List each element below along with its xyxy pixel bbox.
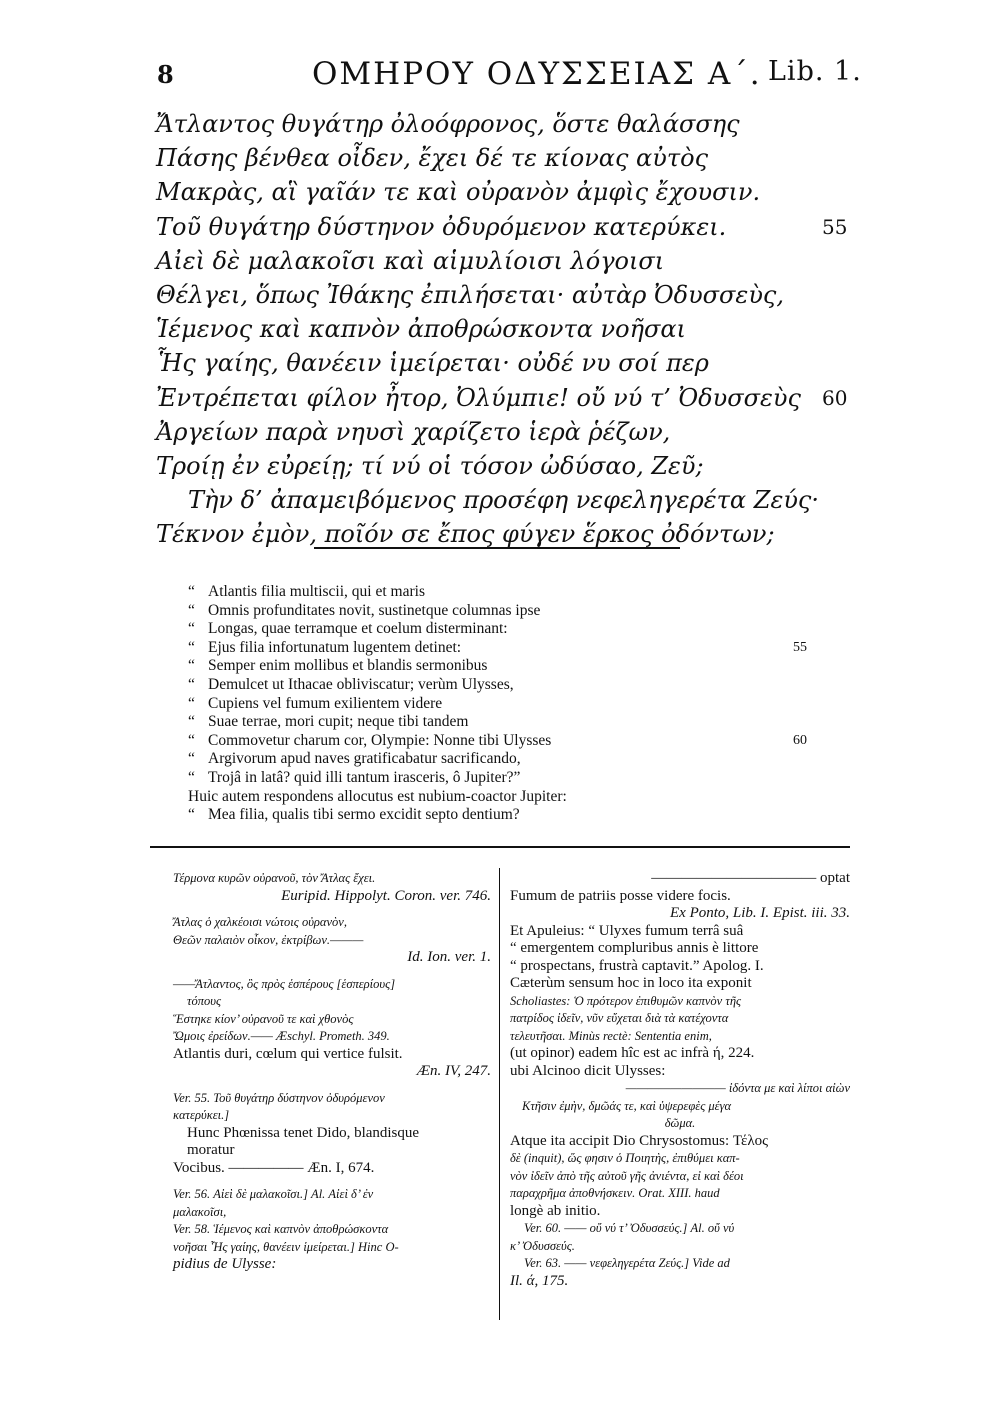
greek-line: Μακρὰς, αἳ γαῖάν τε καὶ οὐρανὸν ἀμφὶς ἔχουσιν. (156, 178, 761, 207)
note-text: Et Apuleius: “ Ulyxes fumum terrâ suâ (510, 922, 744, 939)
latin-line: “ Mea filia, qualis tibi sermo excidit septo dentium? (188, 806, 520, 824)
note-citation: Euripid. Hippolyt. Coron. ver. 746. (281, 887, 491, 904)
latin-line: “ Atlantis filia multiscii, qui et maris (188, 583, 425, 600)
line-number: 60 (793, 732, 807, 748)
greek-line: Ἀργείων παρὰ νηυσὶ χαρίζετο ἱερὰ ῥέζων, (156, 417, 671, 446)
running-title: ΟΜΗΡΟΥ ΟΔΥΣΣΕΙΑΣ Α΄. (312, 56, 762, 92)
latin-line: Huic autem respondens allocutus est nubium-coactor Jupiter: (188, 787, 567, 805)
greek-line: Ἐντρέπεται φίλον ἦτορ, Ὀλύμπιε! οὔ νύ τ’ Ὀδυσσεὺς 60 (156, 381, 856, 415)
note-greek: ————————— ἰδόντα με καὶ λίποι αἰὼν (625, 1081, 850, 1095)
note-greek: Ἕστηκε κίον’ οὐρανοῦ τε καὶ χθονὸς (173, 1011, 354, 1026)
note-greek: ——Ἄτλαντος, ὃς πρὸς ἑσπέρους [ἑσπερίους] (173, 976, 396, 991)
note-text: Cæterùm sensum hoc in loco ita exponit (510, 975, 752, 991)
latin-line: “ Demulcet ut Ithacae obliviscatur; verùm Ulysses, (188, 675, 514, 693)
note-citation: Ex Ponto, Lib. I. Epist. iii. 33. (670, 905, 850, 921)
note-text: Atque ita accipit Dio Chrysostomus: Τέλος (510, 1132, 769, 1149)
note-greek: Ἄτλας ὁ χαλκέοισι νώτοις οὐρανὸν, (173, 915, 347, 929)
note-greek: μαλακοῖσι, (173, 1204, 227, 1219)
latin-line: “ Longas, quae terramque et coelum disterminant: (188, 620, 508, 638)
book-label: Lib. 1. (768, 56, 862, 87)
note-citation: Id. Ion. ver. 1. (407, 949, 491, 965)
note-greek: Ver. 58. Ἱέμενος καὶ καπνὸν ἀποθρώσκοντα (173, 1222, 389, 1236)
latin-line: “ Trojâ in latâ? quid illi tantum irasceris, ô Jupiter?” (188, 768, 521, 786)
note-text: Atlantis duri, cœlum qui vertice fulsit. (173, 1045, 403, 1062)
note-text: (ut opinor) eadem hîc est ac infrà ή, 224. (510, 1045, 755, 1061)
note-greek: νὸν ἰδεῖν ἀπὸ τῆς αὐτοῦ γῆς ἀνιέντα, εἰ καὶ δέοι (510, 1168, 744, 1183)
note-greek: Θεῶν παλαιὸν οἶκον, ἐκτρίβων.——— (173, 932, 364, 947)
latin-translation-block (188, 583, 828, 825)
notes-divider (150, 846, 850, 848)
note-greek: Κτῆσιν ἐμὴν, δμῶάς τε, καὶ ὑψερεφὲς μέγα (522, 1098, 732, 1113)
latin-line: “ Suae terrae, mori cupit; neque tibi tandem (188, 713, 469, 731)
note-greek: νοῆσαι Ἧς γαίης, θανέειν ἱμείρεται.] Hinc O- (173, 1239, 399, 1254)
notes-right-column (510, 870, 850, 1290)
latin-line: “ Argivorum apud naves gratificabatur sacrificando, (188, 750, 521, 768)
note-text: ——————————— optat (651, 870, 850, 886)
note-greek: παραχρῆμα ἀποθνήσκειν. Orat. XIII. haud (510, 1186, 720, 1200)
note-greek: Ver. 60. —— οὔ νύ τ’ Ὀδυσσεύς.] Al. οὔ νύ (524, 1221, 735, 1235)
latin-line: “ Omnis profunditates novit, sustinetque columnas ipse (188, 601, 541, 619)
note-citation: Æn. IV, 247. (416, 1063, 491, 1079)
greek-line: Τοῦ θυγάτηρ δύστηνον ὀδυρόμενον κατερύκει. 55 (156, 210, 856, 244)
note-text: moratur (187, 1142, 235, 1158)
note-text: “ emergentem compluribus annis è littore (510, 940, 759, 956)
greek-line: Ἱέμενος καὶ καπνὸν ἀποθρώσκοντα νοῆσαι (156, 315, 686, 344)
greek-line: Ἧς γαίης, θανέειν ἱμείρεται· οὐδέ νυ σοί περ (156, 349, 709, 378)
note-greek: Ver. 63. —— νεφεληγερέτα Ζεύς.] Vide ad (524, 1256, 730, 1270)
page-number: 8 (157, 60, 174, 89)
greek-line: Τέκνον ἐμὸν, ποῖόν σε ἔπος φύγεν ἕρκος ὀδόντων; (156, 520, 775, 549)
section-divider (314, 547, 680, 549)
note-greek: δὲ (inquit), ὥς φησιν ὁ Ποιητὴς, ἐπιθύμει καπ- (510, 1151, 740, 1165)
note-text: pidius de Ulysse: (173, 1256, 277, 1272)
note-text: longè ab initio. (510, 1202, 601, 1219)
line-number: 55 (822, 214, 848, 239)
greek-line: Πάσης βένθεα οἶδεν, ἔχει δέ τε κίονας αὐτὸς (156, 144, 709, 173)
note-greek: Τέρμονα κυρῶν οὐρανοῦ, τὸν Ἄτλας ἔχει. (173, 871, 376, 885)
note-text: Hunc Phœnissa tenet Dido, blandisque (187, 1124, 420, 1141)
note-greek: Ὤμοις ἐρείδων.—— Æschyl. Prometh. 349. (173, 1029, 390, 1043)
note-greek: κατερύκει.] (173, 1108, 230, 1122)
note-greek: κ’ Ὀδυσσεύς. (510, 1238, 575, 1253)
greek-verse-block (156, 107, 856, 551)
latin-line: “ Ejus filia infortunatum lugentem detinet: 55 (188, 638, 807, 656)
note-citation: Il. ά, 175. (510, 1272, 569, 1289)
greek-line: Θέλγει, ὅπως Ἰθάκης ἐπιλήσεται· αὐτὰρ Ὀδυσσεὺς, (156, 280, 784, 309)
column-divider (499, 868, 500, 1320)
notes-left-column (173, 870, 491, 1274)
greek-line: Τὴν δ’ ἀπαμειβόμενος προσέφη νεφεληγερέτα Ζεύς· (188, 486, 819, 515)
greek-line: Αἰεὶ δὲ μαλακοῖσι καὶ αἱμυλίοισι λόγοισι (156, 246, 665, 275)
note-greek: Scholiastes: Ὁ πρότερον ἐπιθυμῶν καπνὸν τῆς (510, 993, 742, 1008)
line-number: 60 (822, 385, 848, 410)
note-greek: τελευτῆσαι. Minùs rectè: Sententia enim, (510, 1028, 712, 1043)
line-number: 55 (793, 639, 807, 655)
note-greek: δῶμα. (664, 1116, 696, 1130)
note-text: “ prospectans, frustrà captavit.” Apolog. I. (510, 957, 764, 974)
note-text: ubi Alcinoo dicit Ulysses: (510, 1062, 666, 1079)
note-greek: πατρίδος ἰδεῖν, νῦν εὔχεται διὰ τὰ κατέχοντα (510, 1011, 729, 1025)
note-greek: Ver. 55. Τοῦ θυγάτηρ δύστηνον ὀδυρόμενον (173, 1090, 385, 1105)
latin-line: “ Semper enim mollibus et blandis sermonibus (188, 657, 488, 675)
greek-line: Τροίῃ ἐν εὐρείῃ; τί νύ οἱ τόσον ὠδύσαο, Ζεῦ; (156, 451, 704, 480)
latin-line: “ Commovetur charum cor, Olympie: Nonne tibi Ulysses 60 (188, 731, 807, 749)
note-text: Vocibus. ————— Æn. I, 674. (173, 1159, 375, 1176)
latin-line: “ Cupiens vel fumum exilientem videre (188, 694, 443, 712)
note-greek: τόπους (187, 994, 222, 1008)
greek-line: Ἄτλαντος θυγάτηρ ὀλοόφρονος, ὅστε θαλάσσης (156, 110, 740, 138)
note-text: Fumum de patriis posse videre focis. (510, 887, 731, 904)
note-greek: Ver. 56. Αἰεὶ δὲ μαλακοῖσι.] Al. Αἰεὶ δ’ ἐν (173, 1187, 374, 1201)
